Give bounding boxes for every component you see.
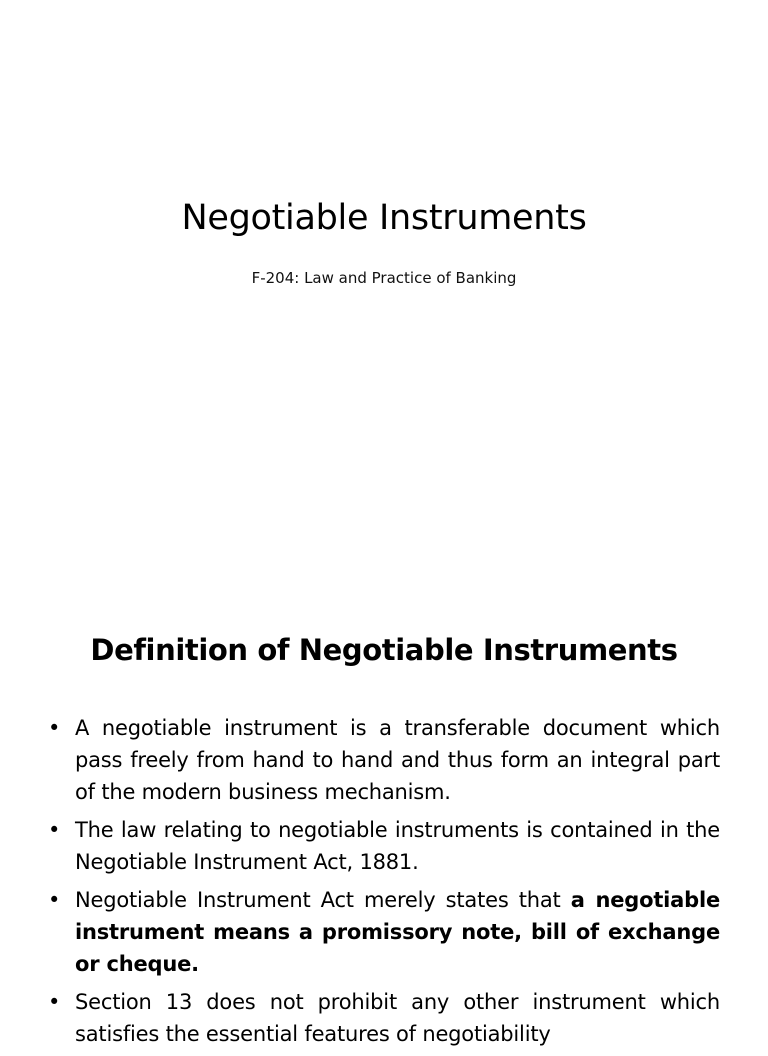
bullet-marker: • (48, 990, 61, 1014)
bullet-text: Section 13 does not prohibit any other instrument which satisfies the essential features of negotiability (75, 990, 720, 1046)
bullet-item (48, 814, 720, 878)
bullet-item (48, 884, 720, 980)
bullet-item (48, 712, 720, 808)
definition-slide (0, 576, 768, 1046)
bullet-marker: • (48, 716, 61, 740)
slide-subtitle: F-204: Law and Practice of Banking (251, 269, 517, 287)
bullet-text: A negotiable instrument is a transferable document which pass freely from hand to hand and thus form an integral part of the modern business mechanism. (75, 716, 720, 804)
bullet-text-bold: a negotiable instrument means a promissory note, bill of exchange or cheque. (75, 888, 720, 976)
bullet-item (48, 986, 720, 1050)
slide-title: Definition of Negotiable Instruments (90, 633, 678, 667)
bullet-marker: • (48, 888, 61, 912)
bullet-marker: • (48, 818, 61, 842)
bullet-list (48, 712, 720, 1056)
bullet-text-plain: Negotiable Instrument Act merely states that (75, 888, 571, 912)
bullet-text (75, 888, 720, 976)
slide-title: Negotiable Instruments (181, 198, 587, 238)
bullet-text: The law relating to negotiable instruments is contained in the Negotiable Instrument Act, 1881. (75, 818, 720, 874)
